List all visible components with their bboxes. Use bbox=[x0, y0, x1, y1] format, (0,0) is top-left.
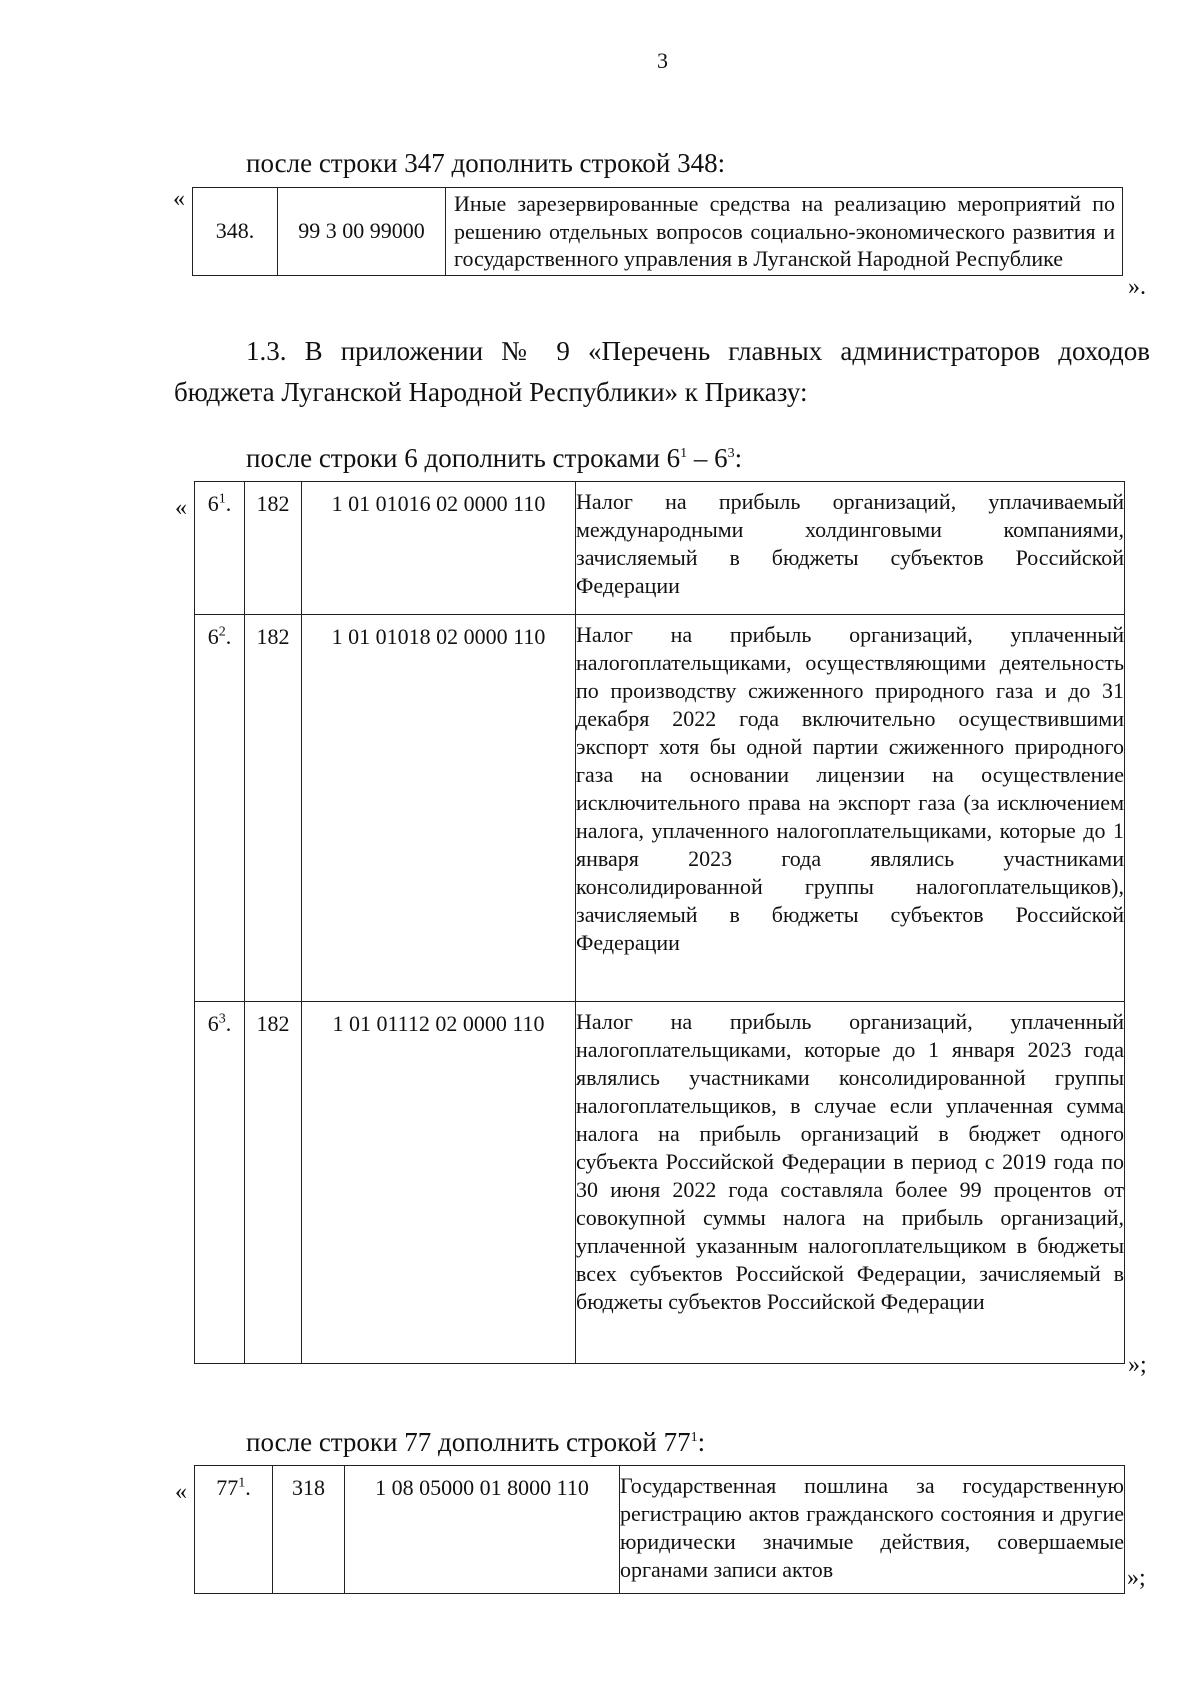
section3-table bbox=[194, 1465, 1125, 1594]
section3-intro-sup: 1 bbox=[690, 1430, 698, 1445]
table-row bbox=[195, 1466, 1125, 1594]
row-code: 1 08 05000 01 8000 110 bbox=[345, 1466, 620, 1594]
paragraph-1-3 bbox=[174, 331, 1150, 413]
row-number: 348. bbox=[193, 188, 278, 276]
row-description: Налог на прибыль организаций, уплаченный налогоплательщиками, осуществляющими деятельность по производству сжиженного природного газа и до 31 декабря 2022 года включительно осуществившими экспорт хотя бы одной партии сжиженного природного газа на основании лицензии на осуществление исключительного права на экспорт газа (за исключением налога, уплаченного налогоплательщиками, которые до 1 января 2023 года являлись участниками консолидированной группы налогоплательщиков), зачисляемый в бюджеты субъектов Российской Федерации bbox=[576, 615, 1125, 1002]
section2-intro bbox=[246, 443, 742, 474]
row-description: Налог на прибыль организаций, уплачиваемый международными холдинговыми компаниями, зачисляемый в бюджеты субъектов Российской Федерации bbox=[576, 482, 1125, 615]
table-row bbox=[195, 1002, 1125, 1364]
section2-intro-sup1: 1 bbox=[680, 446, 688, 461]
row-number: $6^2$. bbox=[195, 615, 245, 1002]
table-row bbox=[195, 482, 1125, 615]
row-code: 1 01 01018 02 0000 110 bbox=[302, 615, 576, 1002]
paragraph-1-3-text: 1.3. В приложении № 9 «Перечень главных администраторов доходов бюджета Луганской Народной Республики» к Приказу: bbox=[174, 336, 1150, 407]
section3-intro-text: после строки 77 дополнить строкой 77 bbox=[246, 1427, 691, 1457]
section3-open-quote: « bbox=[175, 1479, 187, 1505]
row-number: $6^3$. bbox=[195, 1002, 245, 1364]
row-description: Государственная пошлина за государственную регистрацию актов гражданского состояния и другие юридически значимые действия, совершаемые органами записи актов bbox=[620, 1466, 1125, 1594]
section1-open-quote: « bbox=[173, 186, 185, 212]
row-admin-code: 318 bbox=[273, 1466, 345, 1594]
section2-table bbox=[194, 481, 1125, 1364]
table-row bbox=[195, 615, 1125, 1002]
row-admin-code: 182 bbox=[245, 615, 302, 1002]
row-number: $77^1$. bbox=[195, 1466, 273, 1594]
row-code: 1 01 01016 02 0000 110 bbox=[302, 482, 576, 615]
section3-intro-end: : bbox=[697, 1427, 706, 1457]
section2-close-quote: »; bbox=[1128, 1352, 1147, 1378]
page-number: 3 bbox=[657, 48, 668, 73]
row-description: Иные зарезервированные средства на реализацию мероприятий по решению отдельных вопросов социально-экономического развития и государственного управления в Луганской Народной Республике bbox=[446, 188, 1123, 276]
row-admin-code: 182 bbox=[245, 1002, 302, 1364]
section2-intro-sup2: 3 bbox=[727, 446, 735, 461]
section3-intro bbox=[246, 1427, 705, 1458]
section1-table bbox=[192, 187, 1123, 276]
section2-open-quote: « bbox=[175, 495, 187, 521]
row-number: $6^1$. bbox=[195, 482, 245, 615]
table-row bbox=[193, 188, 1123, 276]
row-description: Налог на прибыль организаций, уплаченный налогоплательщиками, которые до 1 января 2023 года являлись участниками консолидированной группы налогоплательщиков, в случае если уплаченная сумма налога на прибыль организаций в бюджет одного субъекта Российской Федерации в период с 2019 года по 30 июня 2022 года составляла более 99 процентов от совокупной суммы налога на прибыль организаций, уплаченной указанным налогоплательщиком в бюджеты всех субъектов Российской Федерации, зачисляемый в бюджеты субъектов Российской Федерации bbox=[576, 1002, 1125, 1364]
row-admin-code: 182 bbox=[245, 482, 302, 615]
section2-intro-end: : bbox=[734, 443, 743, 473]
row-code: 99 3 00 99000 bbox=[278, 188, 446, 276]
row-code: 1 01 01112 02 0000 110 bbox=[302, 1002, 576, 1364]
section3-close-quote: »; bbox=[1127, 1565, 1146, 1591]
section1-intro: после строки 347 дополнить строкой 348: bbox=[246, 148, 726, 178]
section1-close-quote: ». bbox=[1128, 274, 1146, 300]
section2-intro-text: после строки 6 дополнить строками 6 bbox=[246, 443, 681, 473]
section2-intro-dash: – 6 bbox=[687, 443, 728, 473]
